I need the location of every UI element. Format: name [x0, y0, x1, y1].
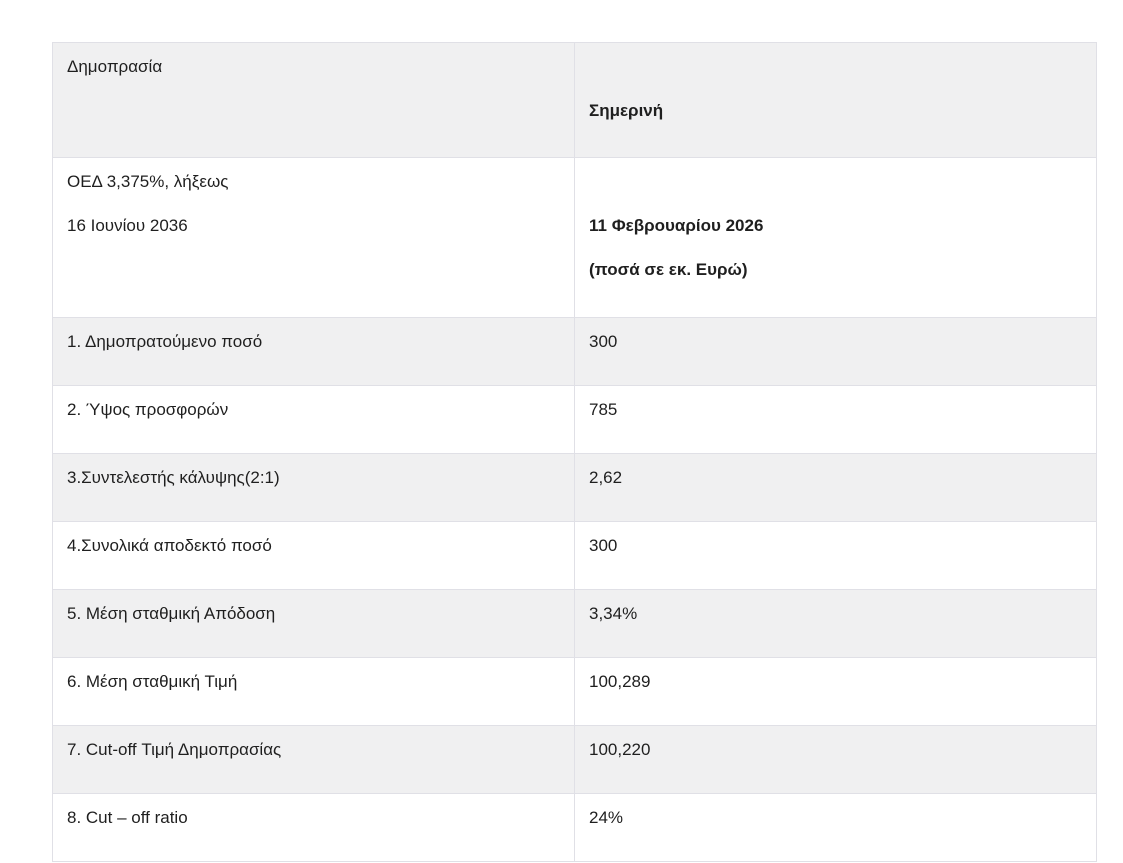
- row-value-cell: [575, 318, 1097, 386]
- row-value: 100,289: [589, 672, 651, 691]
- row-value: 24%: [589, 808, 624, 827]
- header-auction-label: Δημοπρασία: [67, 57, 163, 76]
- table-row: [53, 794, 1097, 862]
- table-row: [53, 522, 1097, 590]
- row-value: 785: [589, 400, 618, 419]
- bond-name-line1: ΟΕΔ 3,375%, λήξεως: [67, 172, 229, 191]
- row-value: 3,34%: [589, 604, 638, 623]
- row-value-cell: [575, 794, 1097, 862]
- row-value: 2,62: [589, 468, 623, 487]
- row-value: 300: [589, 332, 618, 351]
- header-current-label: Σημερινή: [589, 101, 664, 120]
- row-value-cell: [575, 454, 1097, 522]
- row-label-cell: [53, 522, 575, 590]
- row-label: 6. Μέση σταθμική Τιμή: [67, 672, 238, 691]
- row-label: 4.Συνολικά αποδεκτό ποσό: [67, 536, 272, 555]
- table-row: [53, 726, 1097, 794]
- bond-name-cell: [53, 158, 575, 318]
- table-header-row: [53, 43, 1097, 158]
- table-row: [53, 454, 1097, 522]
- row-label-cell: [53, 658, 575, 726]
- row-label: 2. Ύψος προσφορών: [67, 400, 229, 419]
- header-cell-current: [575, 43, 1097, 158]
- bond-info-row: [53, 158, 1097, 318]
- header-cell-auction: [53, 43, 575, 158]
- table-row: [53, 658, 1097, 726]
- empty-line: [589, 57, 1082, 77]
- row-label-cell: [53, 726, 575, 794]
- table-row: [53, 386, 1097, 454]
- amount-units-note: (ποσά σε εκ. Ευρώ): [589, 260, 748, 279]
- row-value-cell: [575, 726, 1097, 794]
- row-label: 1. Δημοπρατούμενο ποσό: [67, 332, 263, 351]
- table-row: [53, 318, 1097, 386]
- row-label-cell: [53, 794, 575, 862]
- row-value-cell: [575, 590, 1097, 658]
- auction-results-table: [52, 42, 1097, 862]
- row-value: 300: [589, 536, 618, 555]
- row-label-cell: [53, 454, 575, 522]
- row-value-cell: [575, 658, 1097, 726]
- empty-line: [589, 172, 1082, 192]
- row-label: 5. Μέση σταθμική Απόδοση: [67, 604, 276, 623]
- row-value-cell: [575, 522, 1097, 590]
- row-value: 100,220: [589, 740, 651, 759]
- auction-date: 11 Φεβρουαρίου 2026: [589, 216, 764, 235]
- row-label: 8. Cut – off ratio: [67, 808, 188, 827]
- table-row: [53, 590, 1097, 658]
- row-label-cell: [53, 318, 575, 386]
- bond-name-line2: 16 Ιουνίου 2036: [67, 216, 188, 235]
- bond-date-cell: [575, 158, 1097, 318]
- row-label: 7. Cut-off Τιμή Δημοπρασίας: [67, 740, 282, 759]
- row-label: 3.Συντελεστής κάλυψης(2:1): [67, 468, 280, 487]
- row-label-cell: [53, 590, 575, 658]
- row-value-cell: [575, 386, 1097, 454]
- row-label-cell: [53, 386, 575, 454]
